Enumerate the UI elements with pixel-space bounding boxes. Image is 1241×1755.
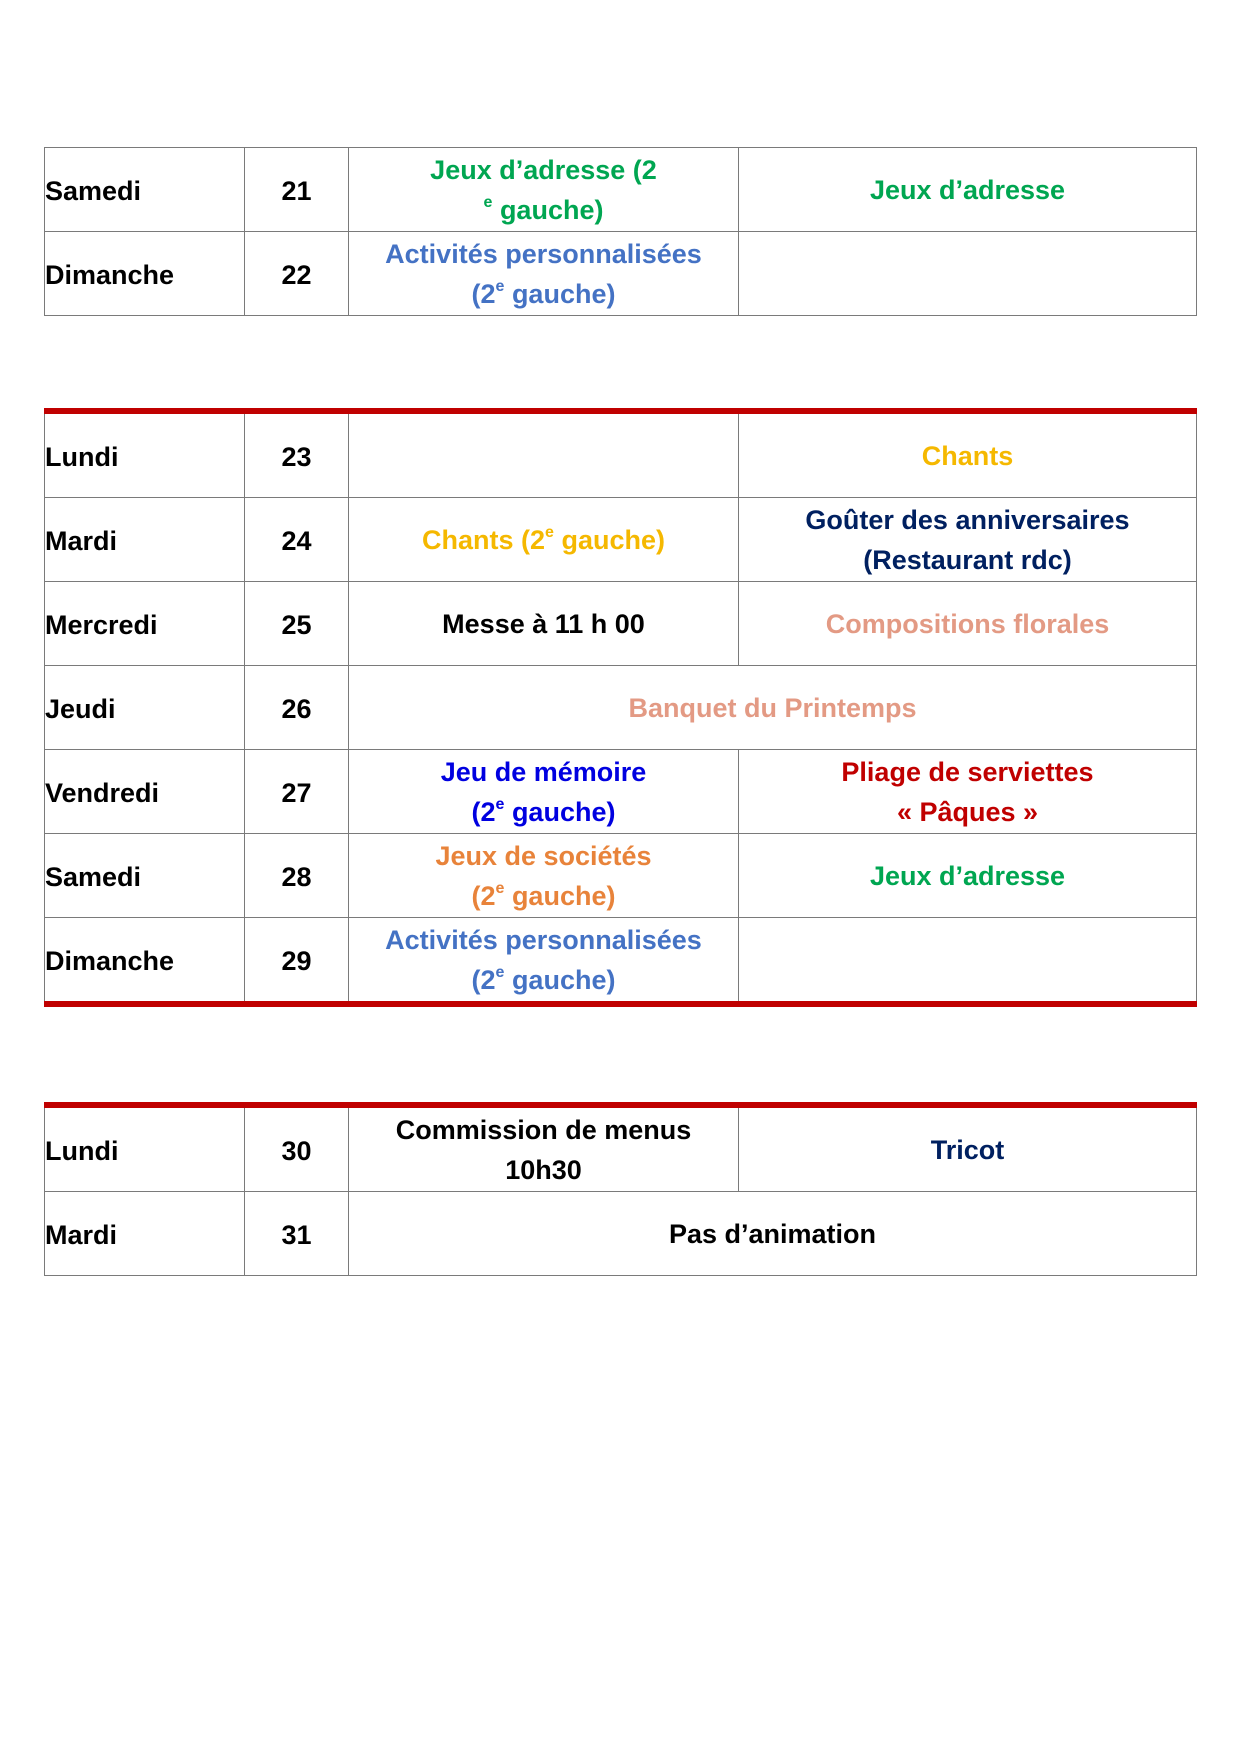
day-cell: Samedi [45, 834, 245, 918]
table-row [45, 411, 1197, 498]
day-cell: Mardi [45, 1192, 245, 1276]
table-row [45, 148, 1197, 232]
afternoon-activity-cell [739, 232, 1197, 316]
schedule-table-week-a [44, 147, 1197, 316]
morning-activity-cell: Activités personnalisées (2e gauche) [349, 918, 739, 1005]
day-cell: Dimanche [45, 232, 245, 316]
date-cell: 28 [245, 834, 349, 918]
day-cell: Jeudi [45, 666, 245, 750]
table-row [45, 834, 1197, 918]
table-row [45, 750, 1197, 834]
date-cell: 22 [245, 232, 349, 316]
table-row [45, 666, 1197, 750]
afternoon-activity-cell: Jeux d’adresse [739, 148, 1197, 232]
day-cell: Mercredi [45, 582, 245, 666]
morning-activity-cell: Activités personnalisées (2e gauche) [349, 232, 739, 316]
morning-activity-cell: Messe à 11 h 00 [349, 582, 739, 666]
date-cell: 30 [245, 1105, 349, 1192]
afternoon-activity-cell: Chants [739, 411, 1197, 498]
morning-activity-cell [349, 411, 739, 498]
afternoon-activity-cell: Compositions florales [739, 582, 1197, 666]
afternoon-activity-cell: Pliage de serviettes « Pâques » [739, 750, 1197, 834]
day-cell: Vendredi [45, 750, 245, 834]
afternoon-activity-cell: Jeux d’adresse [739, 834, 1197, 918]
date-cell: 26 [245, 666, 349, 750]
day-cell: Dimanche [45, 918, 245, 1005]
afternoon-activity-cell: Goûter des anniversaires (Restaurant rdc) [739, 498, 1197, 582]
afternoon-activity-cell: Tricot [739, 1105, 1197, 1192]
schedule-table-week-b [44, 408, 1197, 1007]
date-cell: 23 [245, 411, 349, 498]
date-cell: 27 [245, 750, 349, 834]
day-cell: Lundi [45, 1105, 245, 1192]
full-day-activity-cell: Pas d’animation [349, 1192, 1197, 1276]
afternoon-activity-cell [739, 918, 1197, 1005]
date-cell: 31 [245, 1192, 349, 1276]
schedule-table-week-c [44, 1102, 1197, 1276]
date-cell: 25 [245, 582, 349, 666]
morning-activity-cell: Jeu de mémoire (2e gauche) [349, 750, 739, 834]
table-row [45, 498, 1197, 582]
table-row [45, 918, 1197, 1005]
table-row [45, 582, 1197, 666]
table-row [45, 1105, 1197, 1192]
morning-activity-cell: Jeux d’adresse (2 $^e$ gauche) [349, 148, 739, 232]
day-cell: Samedi [45, 148, 245, 232]
date-cell: 21 [245, 148, 349, 232]
table-row [45, 232, 1197, 316]
morning-activity-cell: Chants (2e gauche) [349, 498, 739, 582]
full-day-activity-cell: Banquet du Printemps [349, 666, 1197, 750]
day-cell: Mardi [45, 498, 245, 582]
date-cell: 29 [245, 918, 349, 1005]
date-cell: 24 [245, 498, 349, 582]
day-cell: Lundi [45, 411, 245, 498]
morning-activity-cell: Jeux de sociétés (2e gauche) [349, 834, 739, 918]
morning-activity-cell: Commission de menus 10h30 [349, 1105, 739, 1192]
table-row [45, 1192, 1197, 1276]
